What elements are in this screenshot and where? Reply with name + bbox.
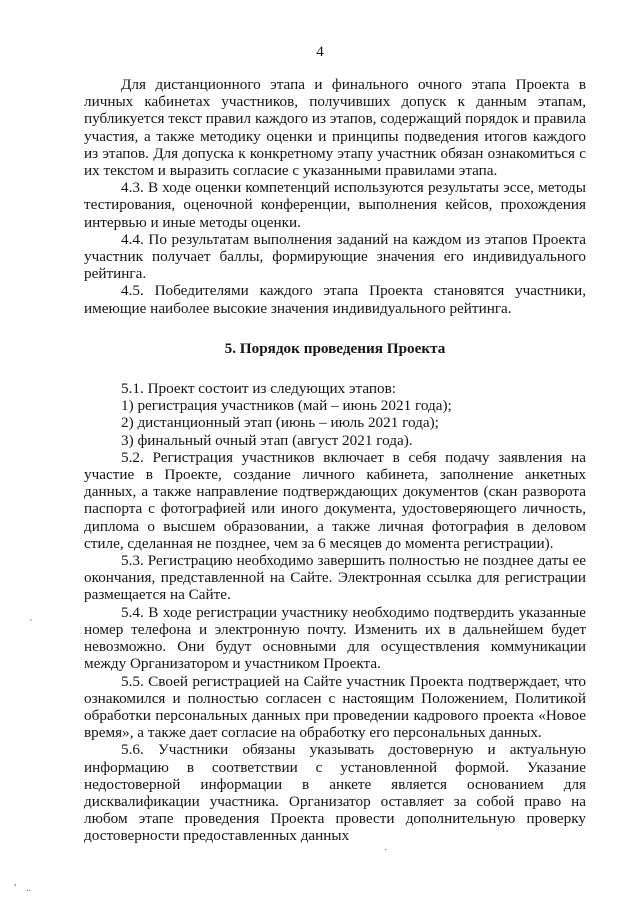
paragraph-4-5: 4.5. Победителями каждого этапа Проекта становятся участники, имеющие наиболее высокие значения индивидуального рейтинга. [84,282,586,317]
list-item-registration: 1) регистрация участников (май – июнь 2021 года); [121,397,452,415]
page-number: 4 [316,44,324,60]
paragraph-5-6: 5.6. Участники обязаны указывать достоверную и актуальную информацию в соответствии с установленной формой. Указание недостоверной информации в анкете является основанием для дисквалификации участника. Организатор оставляет за собой право на любом этапе проведения Проекта провести дополнительную проверку достоверности предоставленных данных [84,741,586,845]
document-body [84,76,586,845]
paragraph-5-4: 5.4. В ходе регистрации участнику необходимо подтвердить указанные номер телефона и электронную почту. Изменить их в дальнейшем будет невозможно. Они будут основными для осуществления коммуникации между Организатором и участником Проекта. [84,603,586,673]
paragraph-5-2: 5.2. Регистрация участников включает в себя подачу заявления на участие в Проекте, создание личного кабинета, заполнение анкетных данных, а также направление подтверждающих документов (скан разворота паспорта с фотографией или иного документа, удостоверяющего личность, диплома о высшем образовании, а также личная фотография в деловом стиле, сделанная не позднее, чем за 6 месяцев до момента регистрации). [84,448,586,552]
paragraph-4-4: 4.4. По результатам выполнения заданий на каждом из этапов Проекта участник получает баллы, формирующие значения его индивидуального рейтинга. [84,230,586,283]
scan-speck: , [14,877,17,888]
scan-speck: .. [26,883,31,894]
section-heading: 5. Порядок проведения Проекта [224,339,446,357]
list-item-remote-stage: 2) дистанционный этап (июнь – июль 2021 года); [121,414,439,432]
scan-speck: ' [30,618,32,629]
list-intro-5-1: 5.1. Проект состоит из следующих этапов: [121,380,396,398]
scan-speck: · [384,845,388,856]
paragraph-5-3: 5.3. Регистрацию необходимо завершить полностью не позднее даты ее окончания, представленной на Сайте. Электронная ссылка для регистрации размещается на Сайте. [84,552,586,604]
paragraph-4-3: 4.3. В ходе оценки компетенций используются результаты эссе, методы тестирования, оценочной конференции, выполнения кейсов, прохождения интервью и иные методы оценки. [84,179,586,231]
paragraph-stage-rules: Для дистанционного этапа и финального очного этапа Проекта в личных кабинетах участников, получивших допуск к данным этапам, публикуется текст правил каждого из этапов, содержащий порядок и правила участия, а также методику оценки и принципы подведения итогов каждого из этапов. Для допуска к конкретному этапу участник обязан ознакомиться с их текстом и выразить согласие с указанными правилами этапа. [84,76,586,180]
paragraph-5-5: 5.5. Своей регистрацией на Сайте участник Проекта подтверждает, что ознакомился и полностью согласен с настоящим Положением, Политикой обработки персональных данных при проведении кадрового проекта «Новое время», а также дает согласие на обработку его персональных данных. [84,672,586,742]
list-item-final-stage: 3) финальный очный этап (август 2021 года). [121,431,413,449]
